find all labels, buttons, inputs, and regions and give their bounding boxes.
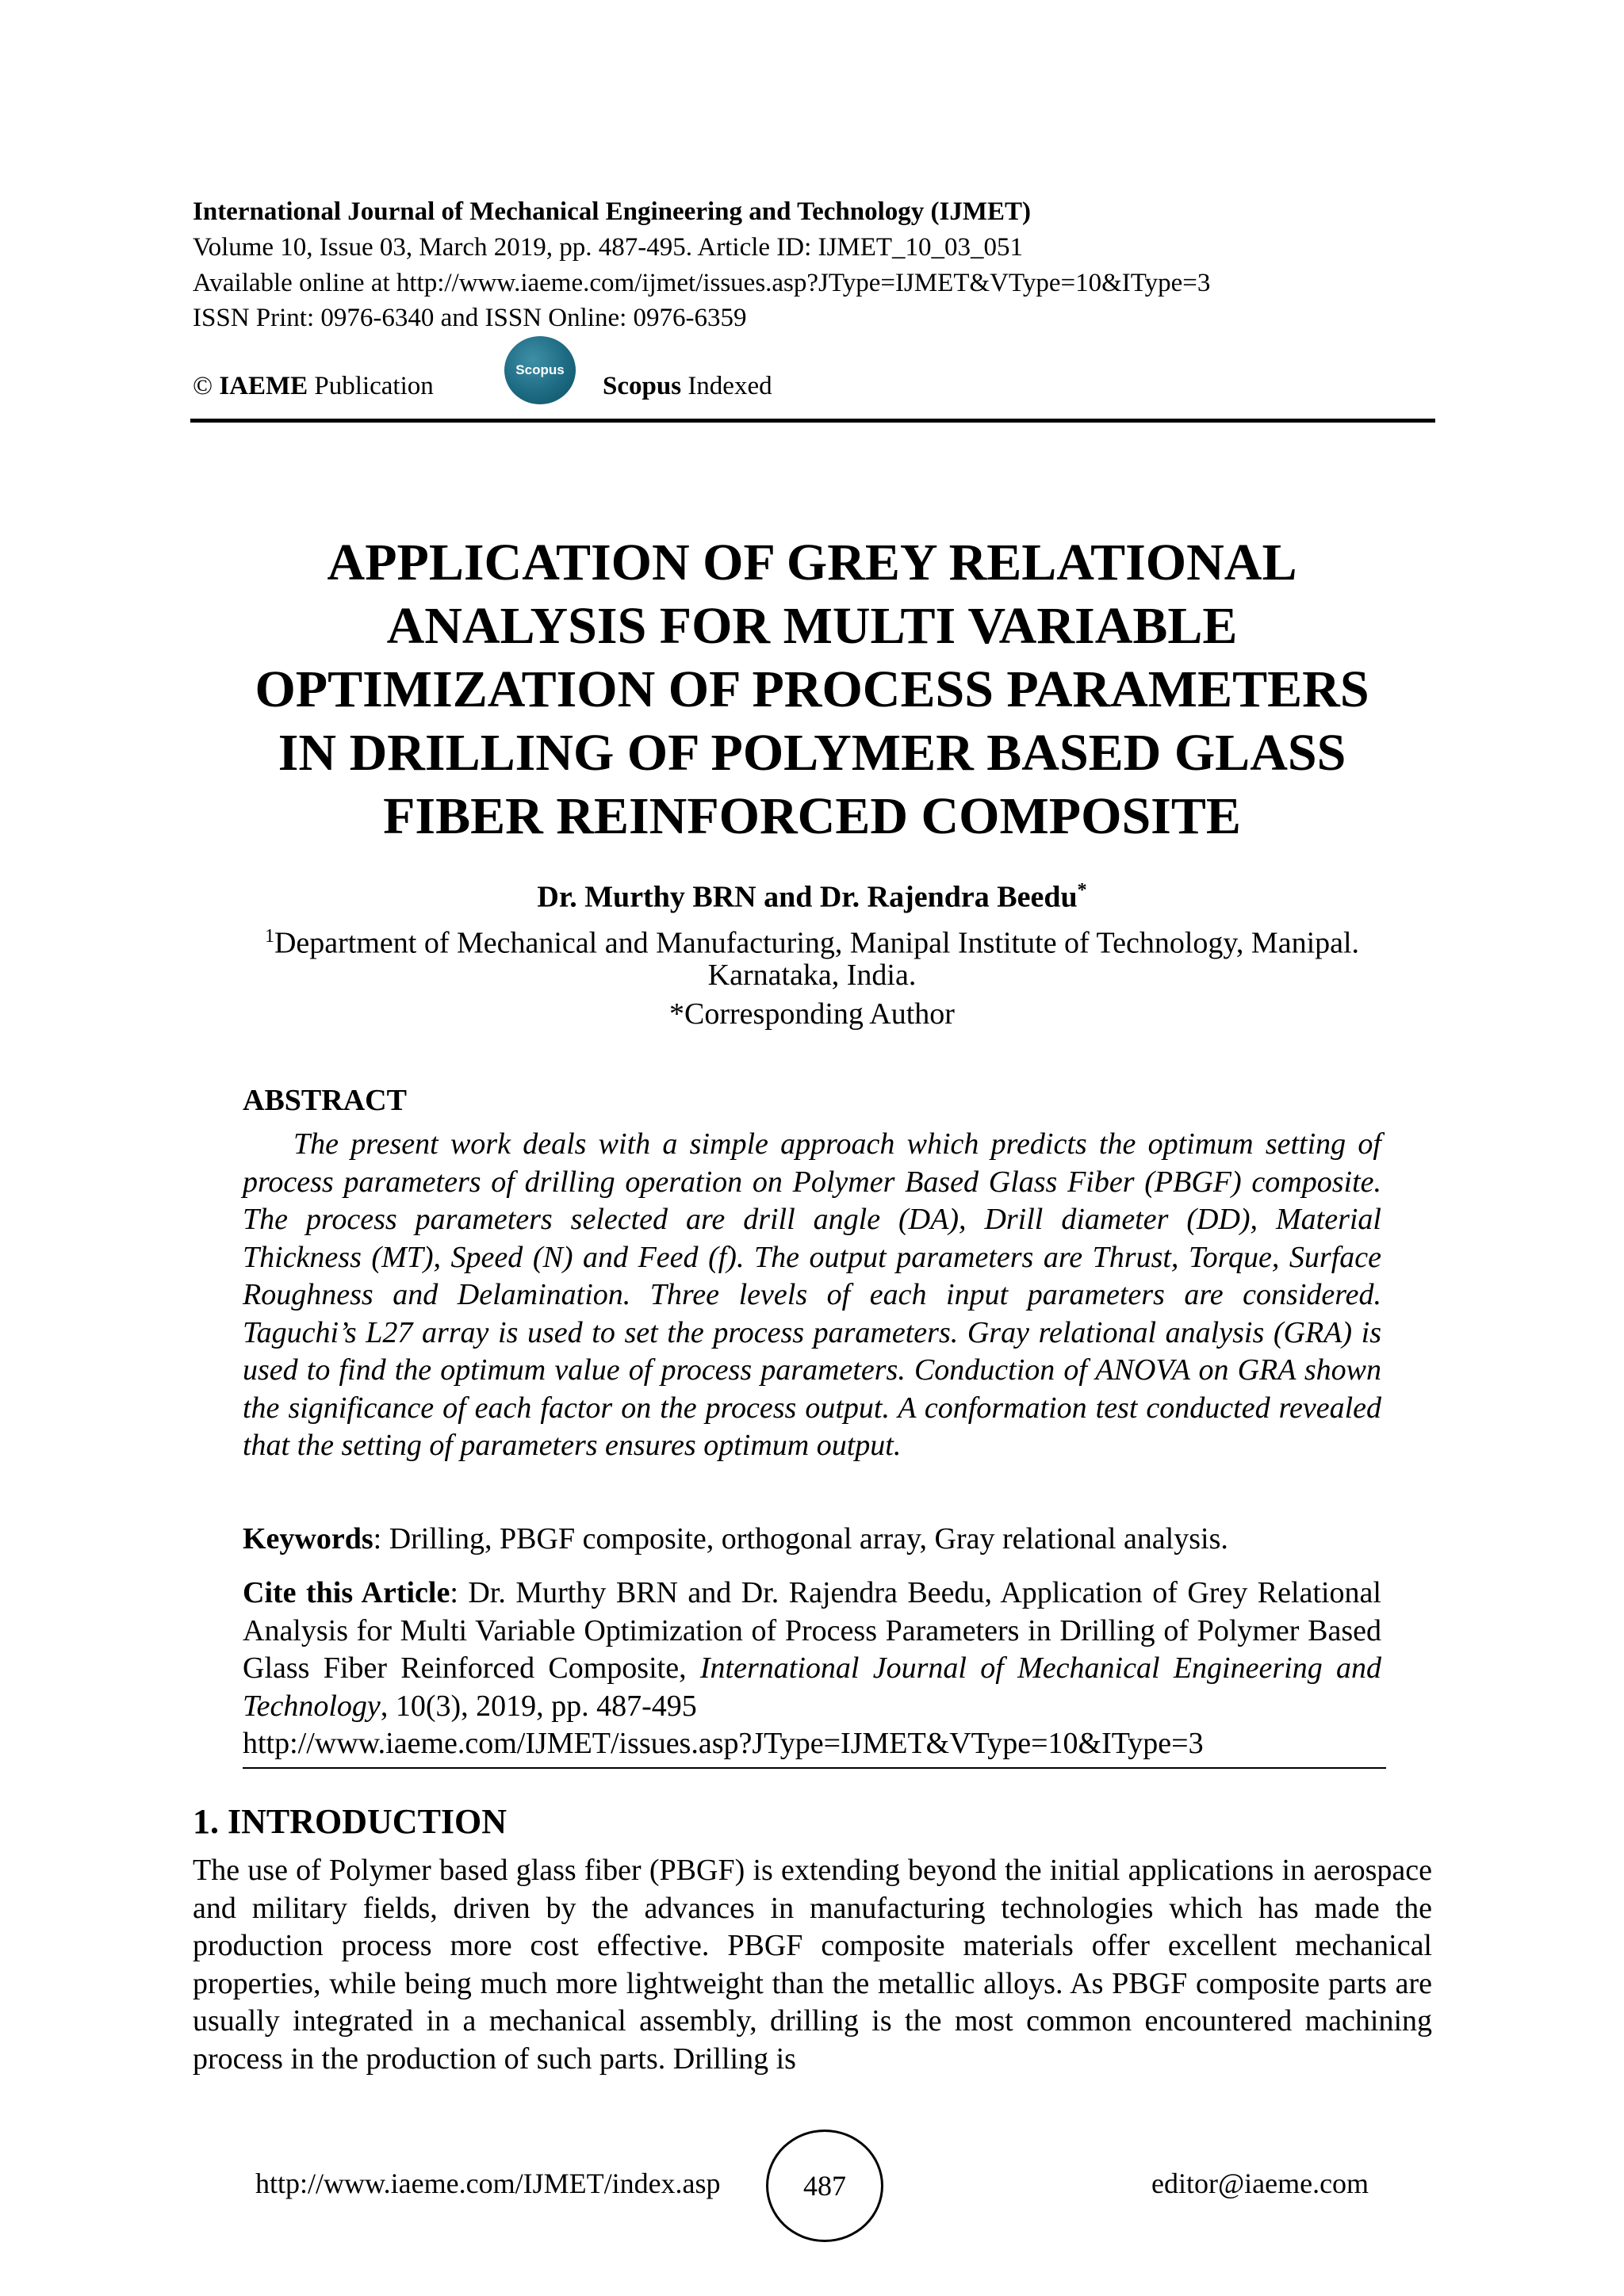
title-line: OPTIMIZATION OF PROCESS PARAMETERS <box>255 660 1369 718</box>
paper-title <box>159 531 1465 848</box>
keywords <box>243 1521 1381 1558</box>
copyright-symbol: © <box>193 372 213 400</box>
journal-name: International Journal of Mechanical Engineering and Technology (IJMET) <box>193 197 1031 226</box>
cite-text: : Dr. Murthy BRN and Dr. Rajendra Beedu, Application of Grey Relational Analysis for Multi Variable Optimization of Process Parameters in Drilling of Polymer Based Glass Fiber Reinforced Composite, <box>243 1576 1381 1685</box>
publisher-line <box>193 370 434 402</box>
publisher-word: Publication <box>314 372 434 400</box>
cite-rule <box>243 1767 1386 1769</box>
scopus-label: Scopus <box>603 372 682 400</box>
abstract-text: The present work deals with a simple approach which predicts the optimum setting of process parameters of drilling operation on Polymer Based Glass Fiber (PBGF) composite. The process parameters selected are drill angle (DA), Drill diameter (DD), Material Thickness (MT), Speed (N) and Feed (f). The output parameters are Thrust, Torque, Surface Roughness and Delamination. Three levels of each input parameters are considered. Taguchi’s L27 array is used to set the process parameters. Gray relational analysis (GRA) is used to find the optimum value of process parameters. Conduction of ANOVA on GRA shown the significance of each factor on the process output. A conformation test conducted revealed that the setting of parameters ensures optimum output. <box>243 1127 1381 1462</box>
footer-email[interactable]: editor@iaeme.com <box>1151 2168 1369 2199</box>
authors <box>159 872 1465 916</box>
title-line: APPLICATION OF GREY RELATIONAL <box>327 534 1297 591</box>
affiliation-sup: 1 <box>264 926 274 947</box>
cite-this-article <box>243 1575 1381 1763</box>
title-line: FIBER REINFORCED COMPOSITE <box>383 787 1241 845</box>
cite-text-2: , 10(3), 2019, pp. 487-495 <box>380 1689 697 1723</box>
footer-url[interactable]: http://www.iaeme.com/IJMET/index.asp <box>255 2168 721 2199</box>
scopus-logo-icon <box>504 336 576 404</box>
page-number-text: 487 <box>803 2170 846 2202</box>
volume-info: Volume 10, Issue 03, March 2019, pp. 487-495. Article ID: IJMET_10_03_051 <box>193 233 1024 262</box>
title-line: IN DRILLING OF POLYMER BASED GLASS <box>278 724 1346 782</box>
title-line: ANALYSIS FOR MULTI VARIABLE <box>386 597 1238 655</box>
page-number <box>766 2130 883 2242</box>
affiliation-line-1 <box>159 918 1465 962</box>
author-names: Dr. Murthy BRN and Dr. Rajendra Beedu <box>537 880 1078 914</box>
keywords-text: : Drilling, PBGF composite, orthogonal array, Gray relational analysis. <box>373 1522 1228 1556</box>
affiliation-text: Department of Mechanical and Manufacturing, Manipal Institute of Technology, Manipal. <box>274 926 1360 960</box>
issn-info: ISSN Print: 0976-6340 and ISSN Online: 0976-6359 <box>193 304 747 332</box>
indexed-label: Indexed <box>688 372 772 400</box>
keywords-label: Keywords <box>243 1522 373 1556</box>
corresponding-author: *Corresponding Author <box>669 997 955 1031</box>
available-online-url[interactable]: Available online at http://www.iaeme.com/ijmet/issues.asp?JType=IJMET&VType=10&IType=3 <box>193 269 1211 297</box>
corresponding-mark: * <box>1077 880 1087 901</box>
cite-journal: International Journal of Mechanical Engineering and Technology <box>243 1651 1382 1723</box>
cite-label: Cite this Article <box>243 1576 450 1609</box>
affiliation-line-2: Karnataka, India. <box>707 959 917 992</box>
intro-heading: 1. INTRODUCTION <box>193 1802 508 1841</box>
intro-text: The use of Polymer based glass fiber (PBGF) is extending beyond the initial applications in aerospace and military fields, driven by the advances in manufacturing technologies which has made the production process more cost effective. PBGF composite materials offer excellent mechanical properties, while being much more lightweight than the metallic alloys. As PBGF composite parts are usually integrated in a mechanical assembly, drilling is the most common encountered machining process in the production of such parts. Drilling is <box>193 1854 1432 2076</box>
header-rule <box>190 419 1435 423</box>
abstract-heading: ABSTRACT <box>243 1084 407 1117</box>
cite-url[interactable]: http://www.iaeme.com/IJMET/issues.asp?JType=IJMET&VType=10&IType=3 <box>243 1727 1204 1760</box>
scopus-logo-text: Scopus <box>515 362 565 377</box>
publisher-name: IAEME <box>219 372 308 400</box>
scopus-indexed <box>603 370 772 402</box>
